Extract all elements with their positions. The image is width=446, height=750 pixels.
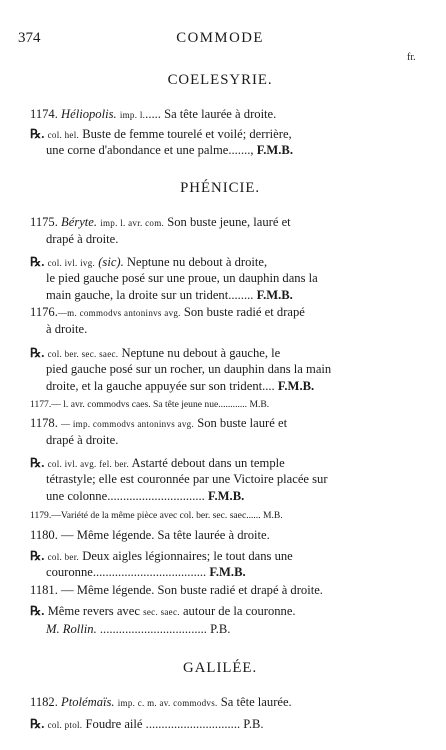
collection-mark: M.B. [263, 510, 283, 521]
reverse-mark: ℞. [30, 456, 45, 470]
entry-1178-obverse: 1178. — imp. commodvs antoninvs avg. Son buste lauré et [30, 416, 288, 430]
reverse-mark: ℞. [30, 255, 45, 269]
legend: imp. c. m. av. commodvs. [117, 698, 218, 708]
entry-1179: 1179.—Variété de la même pièce avec col. ber. sec. saec...... M.B. [30, 510, 283, 521]
collection-mark: F.M.B. [256, 143, 293, 157]
page-number: 374 [18, 30, 41, 46]
entry-1175-obverse: 1175. Béryte. imp. l. avr. com. Son buste jeune, lauré et [30, 215, 291, 229]
entry-1181-reverse-line1: ℞. Même revers avec sec. saec. autour de la couronne. [30, 604, 296, 618]
section-title-coelesyrie: COELESYRIE. [167, 72, 273, 88]
collection-mark: M.B. [249, 399, 270, 410]
collection-mark: F.M.B. [207, 489, 245, 503]
entry-1181-obverse: 1181. — Même légende. Son buste radié et drapé à droite. [30, 583, 323, 597]
entry-1181-reverse-line2: M. Rollin. .................................. P.B. [46, 622, 231, 636]
entry-1180-reverse-line2: couronne.................................... F.M.B. [46, 565, 246, 579]
section-title-galilee: GALILÉE. [183, 660, 258, 676]
collection-mark: P.B. [210, 622, 231, 636]
section-title-phenicie: PHÉNICIE. [180, 180, 261, 196]
collection-mark: F.M.B. [256, 288, 293, 302]
reverse-mark: ℞. [30, 604, 45, 618]
collection-mark: F.M.B. [277, 379, 315, 393]
legend: col. ivl. avg. fel. ber. [47, 459, 130, 469]
city-name: Béryte. [61, 215, 98, 229]
margin-note: fr. [407, 52, 416, 63]
entry-1177: 1177.— l. avr. commodvs caes. Sa tête jeune nue............ M.B. [30, 399, 270, 410]
legend: sec. saec. [143, 607, 180, 617]
entry-1174-reverse-line2: une corne d'abondance et une palme......., F.M.B. [46, 143, 293, 157]
entry-1176-reverse-line2: pied gauche posé sur un rocher, un dauphin dans la main [46, 362, 332, 376]
running-title: COMMODE [176, 30, 264, 46]
legend: imp. l. avr. com. [100, 218, 165, 228]
entry-1178-reverse-line3: une colonne............................... F.M.B. [46, 489, 245, 503]
entry-1182-reverse-line1: ℞. col. ptol. Foudre ailé .............................. P.B. [30, 717, 264, 731]
legend: —m. commodvs antoninvs avg. [57, 308, 181, 318]
reverse-mark: ℞. [30, 346, 45, 360]
entry-1182-obverse: 1182. Ptolémaïs. imp. c. m. av. commodvs. Sa tête laurée. [30, 695, 292, 709]
entry-1176-reverse-line1: ℞. col. ber. sec. saec. Neptune nu debout à gauche, le [30, 346, 281, 360]
collector-name: M. Rollin. [46, 622, 97, 636]
legend: col. ivl. ivg. [47, 258, 96, 268]
entry-1175-reverse-line1: ℞. col. ivl. ivg. (sic). Neptune nu debout à droite, [30, 255, 268, 269]
entry-1178-reverse-line1: ℞. col. ivl. avg. fel. ber. Astarté debout dans un temple [30, 456, 285, 470]
entry-1180-reverse-line1: ℞. col. ber. Deux aigles légionnaires; le tout dans une [30, 549, 293, 563]
legend: col. hel. [47, 130, 80, 140]
entry-1175-reverse-line2: le pied gauche posé sur une proue, un dauphin dans la [46, 271, 318, 285]
reverse-mark: ℞. [30, 549, 45, 563]
entry-1174-obverse: 1174. Héliopolis. imp. l...... Sa tête laurée à droite. [30, 107, 277, 121]
city-name: Ptolémaïs. [61, 695, 115, 709]
collection-mark: P.B. [243, 717, 264, 731]
entry-1176-obverse-line2: à droite. [46, 322, 88, 336]
legend: col. ptol. [47, 720, 83, 730]
reverse-mark: ℞. [30, 127, 45, 141]
city-name: Héliopolis. [61, 107, 117, 121]
entry-1178-obverse-line2: drapé à droite. [46, 433, 119, 447]
collection-mark: F.M.B. [209, 565, 246, 579]
reverse-mark: ℞. [30, 717, 45, 731]
entry-1178-reverse-line2: tétrastyle; elle est couronnée par une Victoire placée sur [46, 472, 328, 486]
entry-1176-reverse-line3: droite, et la gauche appuyée sur son trident.... F.M.B. [46, 379, 315, 393]
entry-1180-obverse: 1180. — Même légende. Sa tête laurée à droite. [30, 528, 270, 542]
legend: imp. l. [119, 110, 146, 120]
entry-1176-obverse: 1176.—m. commodvs antoninvs avg. Son buste radié et drapé [30, 305, 305, 319]
entry-1175-reverse-line3: main gauche, la droite sur un trident........ F.M.B. [46, 288, 293, 302]
legend: col. ber. [47, 552, 80, 562]
entry-1174-reverse-line1: ℞. col. hel. Buste de femme tourelé et voilé; derrière, [30, 127, 292, 141]
legend: col. ber. sec. saec. [47, 349, 119, 359]
legend: — imp. commodvs antoninvs avg. [61, 419, 195, 429]
entry-1175-obverse-line2: drapé à droite. [46, 232, 119, 246]
